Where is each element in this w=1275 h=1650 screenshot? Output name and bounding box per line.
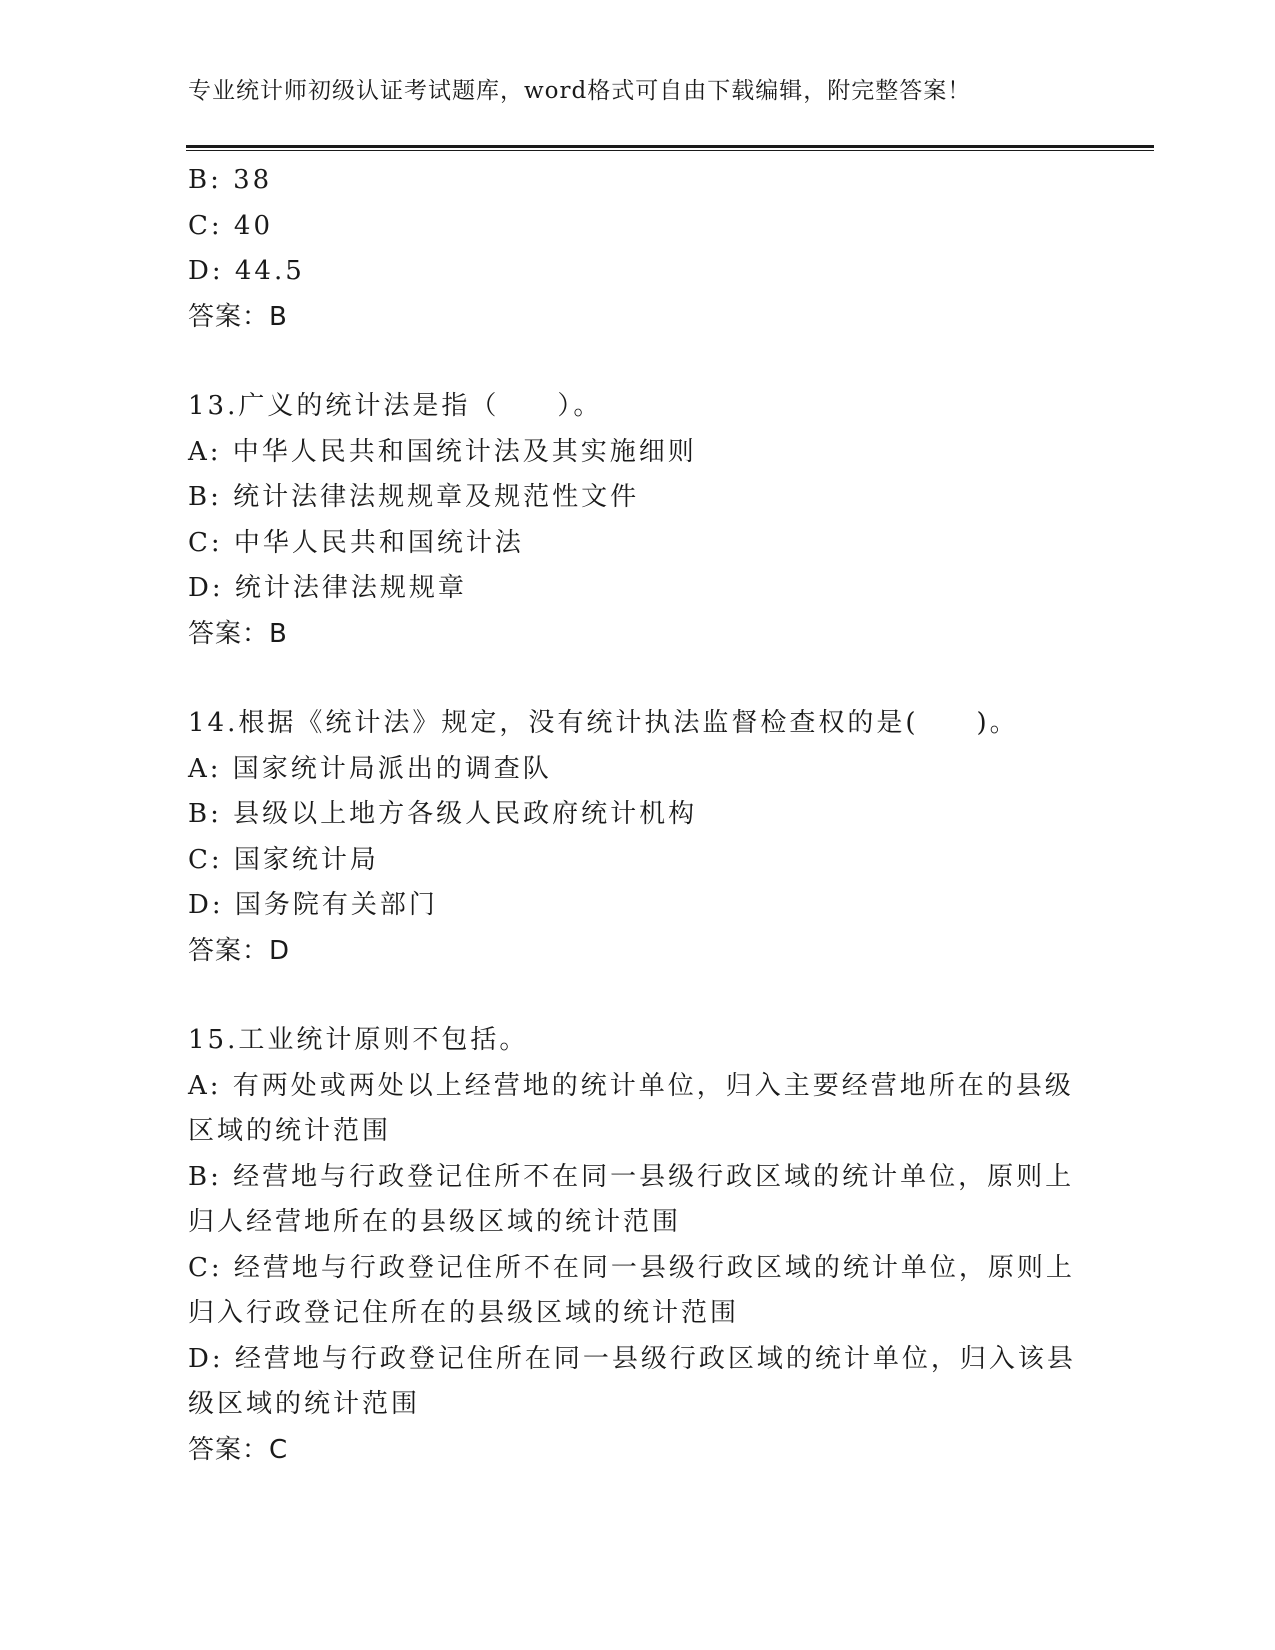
header-divider-thin <box>186 150 1154 151</box>
question-14 <box>188 701 1078 974</box>
option-d: D: 统计法律法规规章 <box>188 573 467 603</box>
option-b: B: 38 <box>188 165 273 195</box>
option-c: C: 40 <box>188 210 274 241</box>
answer: 答案：B <box>188 618 288 649</box>
option-a: A: 有两处或两处以上经营地的统计单位，归入主要经营地所在的县级区域的统计范围 <box>188 1070 1074 1146</box>
option-a: A: 中华人民共和国统计法及其实施细则 <box>188 436 697 467</box>
question-13 <box>188 384 1078 657</box>
question-stem: 15.工业统计原则不包括。 <box>188 1025 529 1055</box>
question-stem: 14.根据《统计法》规定，没有统计执法监督检查权的是( )。 <box>188 708 1019 738</box>
option-c: C: 经营地与行政登记住所不在同一县级行政区域的统计单位，原则上归入行政登记住所在的县级区域的统计范围 <box>188 1252 1075 1328</box>
option-a: A: 国家统计局派出的调查队 <box>188 753 552 784</box>
option-b: B: 统计法律法规规章及规范性文件 <box>188 482 640 512</box>
option-c: C: 国家统计局 <box>188 844 379 875</box>
option-d: D: 经营地与行政登记住所在同一县级行政区域的统计单位，归入该县级区域的统计范围 <box>188 1343 1076 1419</box>
option-b: B: 经营地与行政登记住所不在同一县级行政区域的统计单位，原则上归人经营地所在的县级区域的统计范围 <box>188 1161 1075 1237</box>
question-stem: 13.广义的统计法是指（ ）。 <box>188 391 603 421</box>
option-b: B: 县级以上地方各级人民政府统计机构 <box>188 799 698 829</box>
question-12-tail <box>188 158 1078 340</box>
option-d: D: 44.5 <box>188 256 305 286</box>
page-header: 专业统计师初级认证考试题库，word格式可自由下载编辑，附完整答案！ <box>188 78 972 104</box>
document-body <box>188 158 1078 1473</box>
option-c: C: 中华人民共和国统计法 <box>188 527 524 558</box>
answer: 答案：D <box>188 935 291 966</box>
answer: 答案：C <box>188 1434 289 1465</box>
answer: 答案：B <box>188 301 288 332</box>
header-divider <box>186 145 1154 148</box>
question-15 <box>188 1018 1078 1473</box>
option-d: D: 国务院有关部门 <box>188 890 438 920</box>
